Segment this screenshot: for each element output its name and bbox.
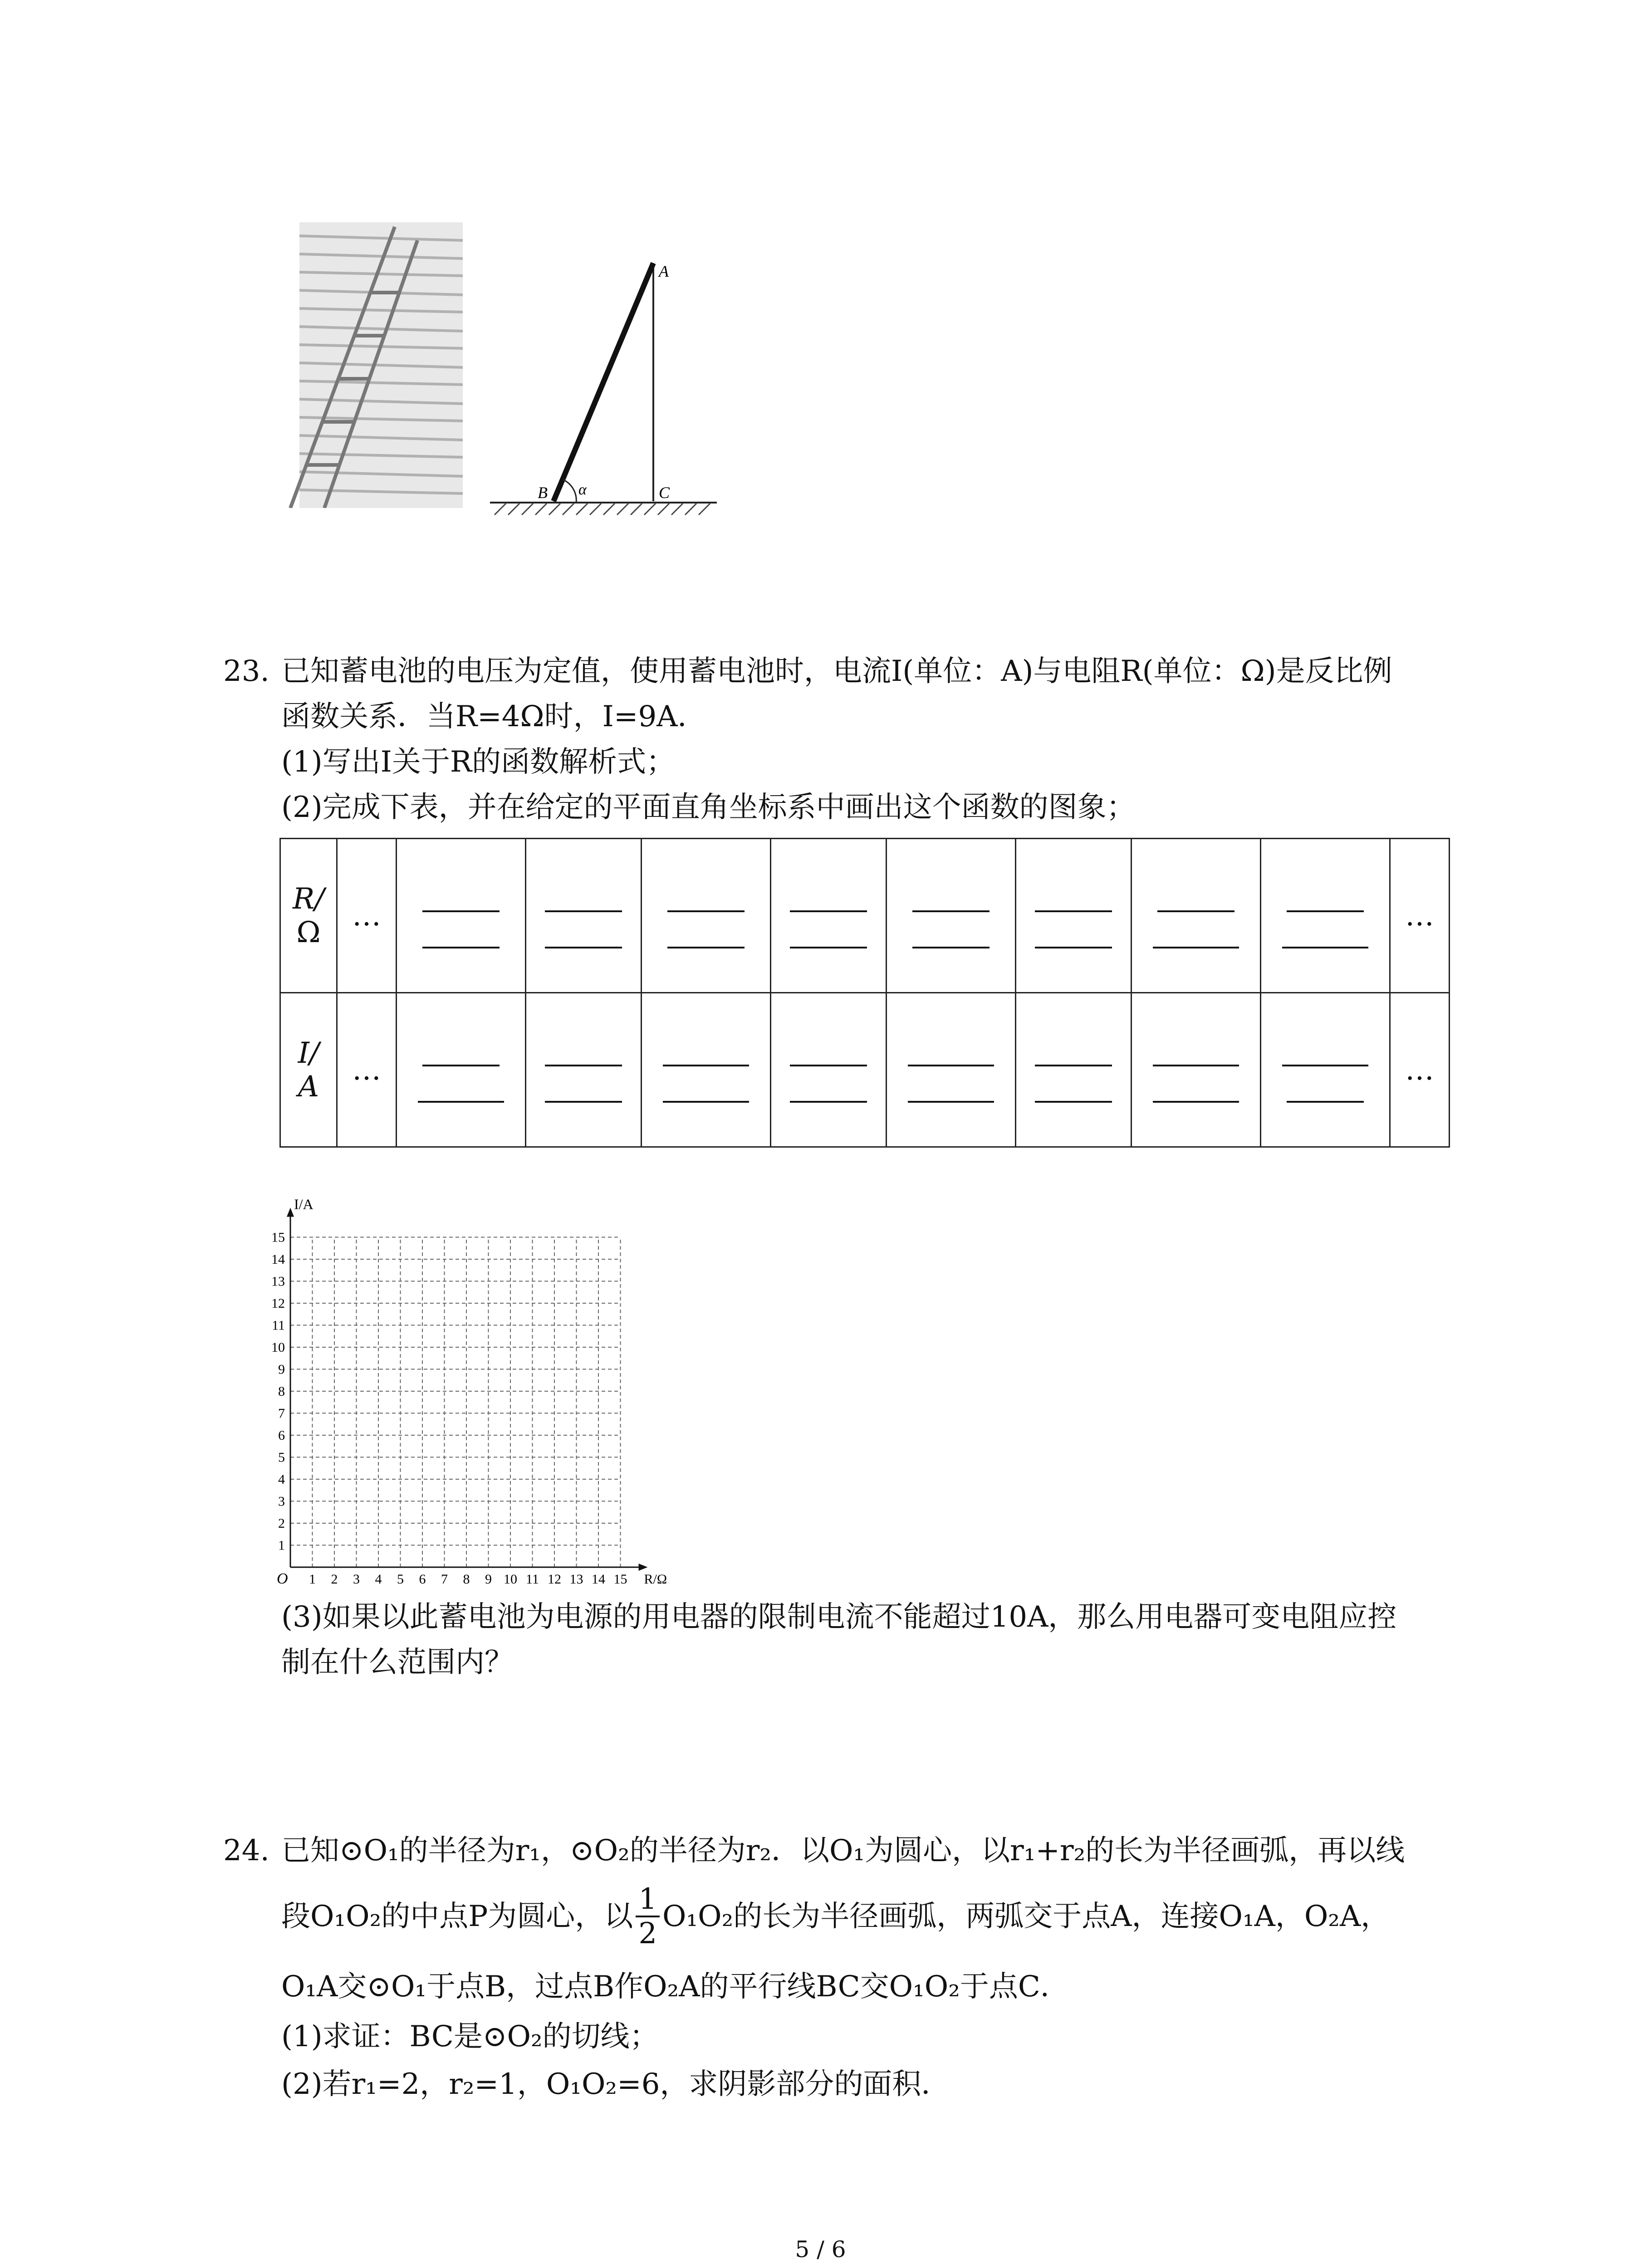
q23-coordinate-grid <box>254 1186 721 1599</box>
y-tick-label: 4 <box>278 1472 285 1487</box>
row-header-i <box>280 993 337 1147</box>
row-header-r-unit: Ω <box>296 915 321 949</box>
ladder-photo-svg <box>281 222 463 508</box>
q24-stem-line2-b: O₁O₂的长为半径画弧，两弧交于点A，连接O₁A，O₂A， <box>662 1900 1390 1933</box>
x-axis-arrow <box>639 1564 648 1571</box>
y-tick-label: 3 <box>278 1494 285 1509</box>
q24-stem-line1: 已知⊙O₁的半径为r₁，⊙O₂的半径为r₂．以O₁为圆心，以r₁+r₂的长为半径画弧，再以线 <box>281 1834 1405 1867</box>
q23-stem-line2: 函数关系．当R=4Ω时，I=9A． <box>281 700 707 733</box>
table-cell-blank[interactable] <box>887 993 1016 1147</box>
point-c-label: C <box>659 484 670 502</box>
q24-part2: (2)若r₁=2，r₂=1，O₁O₂=6，求阴影部分的面积． <box>281 2068 950 2101</box>
x-tick-label: 13 <box>569 1572 583 1587</box>
q23-table <box>279 838 1450 1148</box>
table-cell-blank[interactable] <box>887 839 1016 993</box>
angle-alpha-label: α <box>578 481 587 498</box>
y-tick-label: 10 <box>271 1340 285 1355</box>
point-b-label: B <box>538 484 548 502</box>
q23-stem-line1: 已知蓄电池的电压为定值，使用蓄电池时，电流I(单位：A)与电阻R(单位：Ω)是反比例 <box>281 655 1392 688</box>
table-cell-blank[interactable] <box>1016 839 1132 993</box>
q23-part1: (1)写出I关于R的函数解析式； <box>281 745 676 779</box>
fraction-one-half <box>636 1882 660 1950</box>
x-tick-label: 11 <box>526 1572 539 1587</box>
y-axis-label: I/A <box>294 1196 314 1212</box>
y-tick-label: 9 <box>278 1362 285 1377</box>
y-tick-label: 5 <box>278 1450 285 1465</box>
ladder-diagram-svg <box>490 254 726 522</box>
q24-stem-line2-a: 段O₁O₂的中点P为圆心，以 <box>281 1900 633 1933</box>
ladder-photo <box>281 222 463 508</box>
x-tick-label: 15 <box>613 1572 627 1587</box>
x-tick-label: 1 <box>309 1572 316 1587</box>
y-axis-arrow <box>287 1208 294 1217</box>
y-tick-label: 12 <box>271 1296 285 1311</box>
q23-number: 23. <box>223 655 269 688</box>
x-tick-label: 14 <box>592 1572 605 1587</box>
table-cell-blank[interactable] <box>1261 839 1390 993</box>
x-tick-label: 9 <box>485 1572 492 1587</box>
table-row-r <box>280 839 1450 993</box>
x-tick-label: 3 <box>353 1572 360 1587</box>
q24-number: 24. <box>223 1834 269 1867</box>
table-cell-blank[interactable] <box>770 993 886 1147</box>
x-axis-label: R/Ω <box>644 1572 667 1587</box>
x-tick-label: 6 <box>419 1572 426 1587</box>
table-cell-blank[interactable] <box>770 839 886 993</box>
row-header-r-var: R/ <box>293 882 324 916</box>
y-tick-label: 1 <box>278 1538 285 1553</box>
table-row-i <box>280 993 1450 1147</box>
table-cell-blank[interactable] <box>397 839 526 993</box>
x-tick-label: 7 <box>441 1572 448 1587</box>
y-tick-label: 2 <box>278 1516 285 1531</box>
fraction-denominator: 2 <box>638 1917 657 1950</box>
page-number: 5 / 6 <box>795 2236 846 2263</box>
table-cell-blank[interactable] <box>642 839 771 993</box>
table-cell-blank[interactable] <box>1132 993 1261 1147</box>
row-header-r <box>280 839 337 993</box>
origin-label: O <box>277 1570 288 1587</box>
row-header-i-var: I/ <box>298 1036 319 1070</box>
fraction-numerator: 1 <box>636 1885 660 1917</box>
x-tick-label: 4 <box>375 1572 382 1587</box>
x-tick-label: 10 <box>504 1572 517 1587</box>
y-tick-label: 8 <box>278 1384 285 1399</box>
q23-part3-line2: 制在什么范围内？ <box>281 1646 514 1679</box>
y-tick-label: 13 <box>271 1274 285 1289</box>
x-tick-label: 5 <box>397 1572 404 1587</box>
x-tick-label: 2 <box>331 1572 338 1587</box>
y-tick-label: 14 <box>271 1252 285 1267</box>
x-tick-label: 8 <box>463 1572 470 1587</box>
x-tick-label: 12 <box>548 1572 561 1587</box>
table-cell-ellipsis: … <box>337 839 397 993</box>
q24-stem-line3: O₁A交⊙O₁于点B，过点B作O₂A的平行线BC交O₁O₂于点C． <box>281 1970 1069 2004</box>
q23-part2: (2)完成下表，并在给定的平面直角坐标系中画出这个函数的图象； <box>281 791 1136 824</box>
q24-part1: (1)求证：BC是⊙O₂的切线； <box>281 2020 659 2053</box>
table-cell-blank[interactable] <box>1261 993 1390 1147</box>
y-tick-label: 15 <box>271 1230 285 1245</box>
y-tick-label: 11 <box>272 1318 285 1333</box>
table-cell-ellipsis: … <box>337 993 397 1147</box>
y-tick-label: 6 <box>278 1428 285 1443</box>
table-cell-blank[interactable] <box>525 839 641 993</box>
row-header-i-unit: A <box>298 1070 319 1104</box>
q23-part3-line1: (3)如果以此蓄电池为电源的用电器的限制电流不能超过10A，那么用电器可变电阻应控 <box>281 1600 1397 1634</box>
point-a-label: A <box>659 262 669 280</box>
table-cell-blank[interactable] <box>1132 839 1261 993</box>
table-cell-ellipsis: … <box>1390 839 1450 993</box>
table-cell-ellipsis: … <box>1390 993 1450 1147</box>
y-tick-label: 7 <box>278 1406 285 1421</box>
ladder-diagram <box>490 254 726 522</box>
table-cell-blank[interactable] <box>642 993 771 1147</box>
table-cell-blank[interactable] <box>525 993 641 1147</box>
q24-stem-line2 <box>281 1878 1390 1955</box>
table-cell-blank[interactable] <box>1016 993 1132 1147</box>
table-cell-blank[interactable] <box>397 993 526 1147</box>
coordinate-grid-svg <box>254 1186 721 1599</box>
